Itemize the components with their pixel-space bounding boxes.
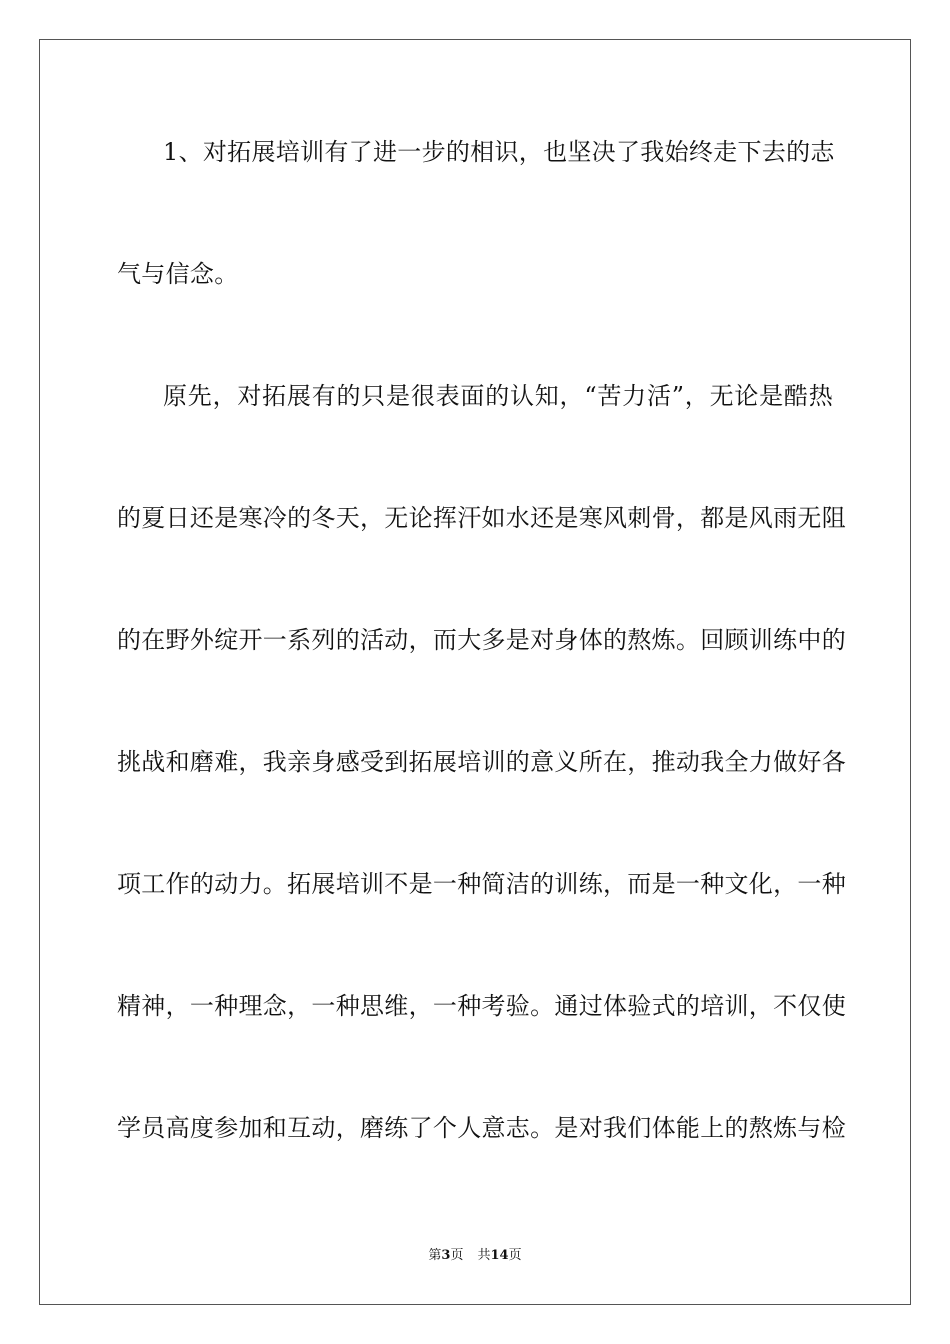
paragraph-2-line-3: 的在野外绽开一系列的活动，而大多是对身体的熬炼。回顾训练中的 bbox=[117, 626, 846, 654]
footer-total-pages: 14 bbox=[490, 1248, 509, 1263]
paragraph-2-line-6: 精神，一种理念，一种思维，一种考验。通过体验式的培训，不仅使 bbox=[117, 992, 846, 1020]
paragraph-2-line-2: 的夏日还是寒冷的冬天，无论挥汗如水还是寒风刺骨，都是风雨无阻 bbox=[117, 504, 846, 532]
paragraph-2-line-4: 挑战和磨难，我亲身感受到拓展培训的意义所在，推动我全力做好各 bbox=[117, 748, 846, 776]
footer-page-suffix: 页 bbox=[450, 1248, 464, 1263]
footer-page-prefix: 第 bbox=[428, 1248, 442, 1263]
footer-page-current: 3 bbox=[441, 1248, 451, 1263]
paragraph-1-line-1: 1、对拓展培训有了进一步的相识，也坚决了我始终走下去的志 bbox=[163, 138, 835, 166]
footer-total-prefix: 共 bbox=[477, 1248, 491, 1263]
paragraph-2-line-7: 学员高度参加和互动，磨练了个人意志。是对我们体能上的熬炼与检 bbox=[117, 1114, 846, 1142]
footer-total-suffix: 页 bbox=[508, 1248, 522, 1263]
paragraph-2-line-5: 项工作的动力。拓展培训不是一种简洁的训练，而是一种文化，一种 bbox=[117, 870, 846, 898]
paragraph-2-line-1: 原先，对拓展有的只是很表面的认知，“苦力活”，无论是酷热 bbox=[163, 382, 833, 410]
page-footer bbox=[0, 1247, 950, 1265]
paragraph-1-line-2: 气与信念。 bbox=[117, 260, 239, 288]
